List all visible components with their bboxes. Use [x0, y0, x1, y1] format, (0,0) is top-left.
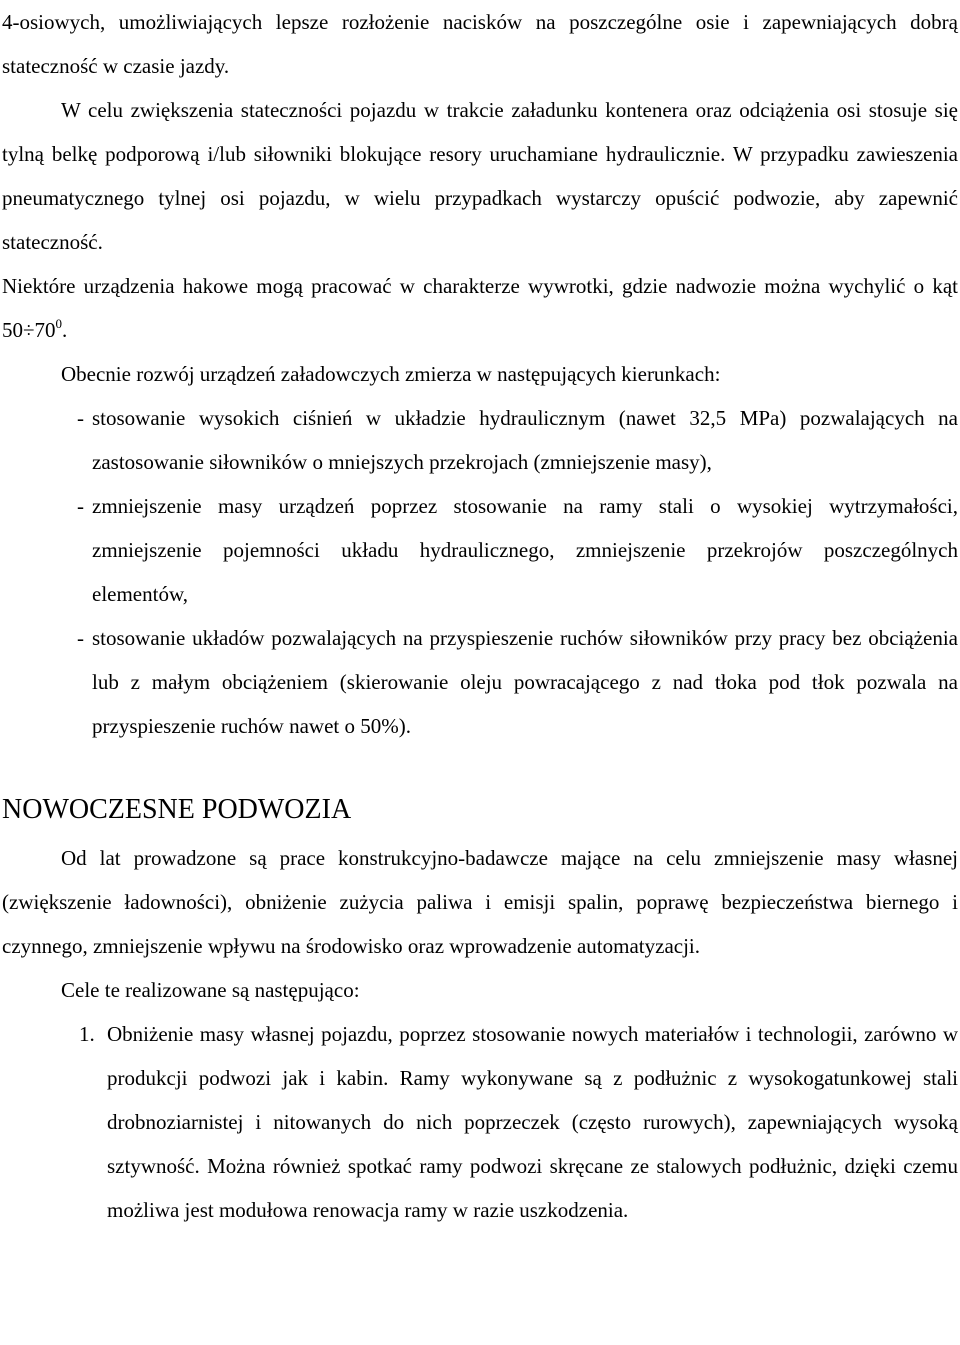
degree-superscript: 0: [55, 316, 63, 331]
hook-devices-text: Niektóre urządzenia hakowe mogą pracować w charakterze wywrotki, gdzie nadwozie można wychylić o kąt 50÷70: [2, 274, 958, 342]
paragraph-goals-intro: Cele te realizowane są następująco:: [61, 978, 360, 1002]
paragraph-research: Od lat prowadzone są prace konstrukcyjno-badawcze mające na celu zmniejszenie masy własnej (zwiększenie ładowności), obniżenie zużycia paliwa i emisji spalin, poprawę bezpieczeństwa biernego i czynnego, zmniejszenie wpływu na środowisko oraz wprowadzenie automatyzacji.: [2, 846, 958, 958]
list-item-text: stosowanie wysokich ciśnień w układzie hydraulicznym (nawet 32,5 MPa) pozwalających na zastosowanie siłowników o mniejszych przekrojach (zmniejszenie masy),: [92, 406, 958, 474]
paragraph-development-intro: Obecnie rozwój urządzeń załadowczych zmierza w następujących kierunkach:: [61, 362, 721, 386]
dash-marker: -: [77, 406, 84, 430]
list-item: [77, 484, 958, 616]
list-item: [77, 396, 958, 484]
paragraph-continuation: 4-osiowych, umożliwiających lepsze rozłożenie nacisków na poszczególne osie i zapewniających dobrą stateczność w czasie jazdy.: [2, 10, 958, 78]
list-item: [79, 1012, 958, 1232]
list-item-text: Obniżenie masy własnej pojazdu, poprzez stosowanie nowych materiałów i technologii, zarówno w produkcji podwozi jak i kabin. Ramy wykonywane są z podłużnic z wysokogatunkowej stali drobnoziarnistej i nitowanych do nich poprzeczek (często rurowych), zapewniających wysoką sztywność. Można również spotkać ramy podwozi skręcane ze stalowych podłużnic, dzięki czemu możliwa jest modułowa renowacja ramy w razie uszkodzenia.: [107, 1022, 958, 1222]
list-item-number: 1.: [79, 1022, 95, 1046]
hook-devices-end: .: [62, 318, 68, 342]
development-directions-list: [2, 396, 958, 748]
paragraph-stability: W celu zwiększenia stateczności pojazdu w trakcie załadunku kontenera oraz odciążenia osi stosuje się tylną belkę podporową i/lub siłowniki blokujące resory uruchamiane hydraulicznie. W przypadku zawieszenia pneumatycznego tylnej osi pojazdu, w wielu przypadkach wystarczy opuścić podwozie, aby zapewnić stateczność.: [2, 98, 958, 254]
dash-marker: -: [77, 494, 84, 518]
list-item-text: stosowanie układów pozwalających na przyspieszenie ruchów siłowników przy pracy bez obciążenia lub z małym obciążeniem (skierowanie oleju powracającego z nad tłoka pod tłok pozwala na przyspieszenie ruchów nawet o 50%).: [92, 626, 958, 738]
goals-list: [2, 1012, 958, 1232]
list-item: [77, 616, 958, 748]
dash-marker: -: [77, 626, 84, 650]
section-heading: NOWOCZESNE PODWOZIA: [2, 794, 352, 825]
list-item-text: zmniejszenie masy urządzeń poprzez stosowanie na ramy stali o wysokiej wytrzymałości, zmniejszenie pojemności układu hydraulicznego, zmniejszenie przekrojów poszczególnych elementów,: [92, 494, 958, 606]
paragraph-hook-devices: [2, 264, 958, 352]
